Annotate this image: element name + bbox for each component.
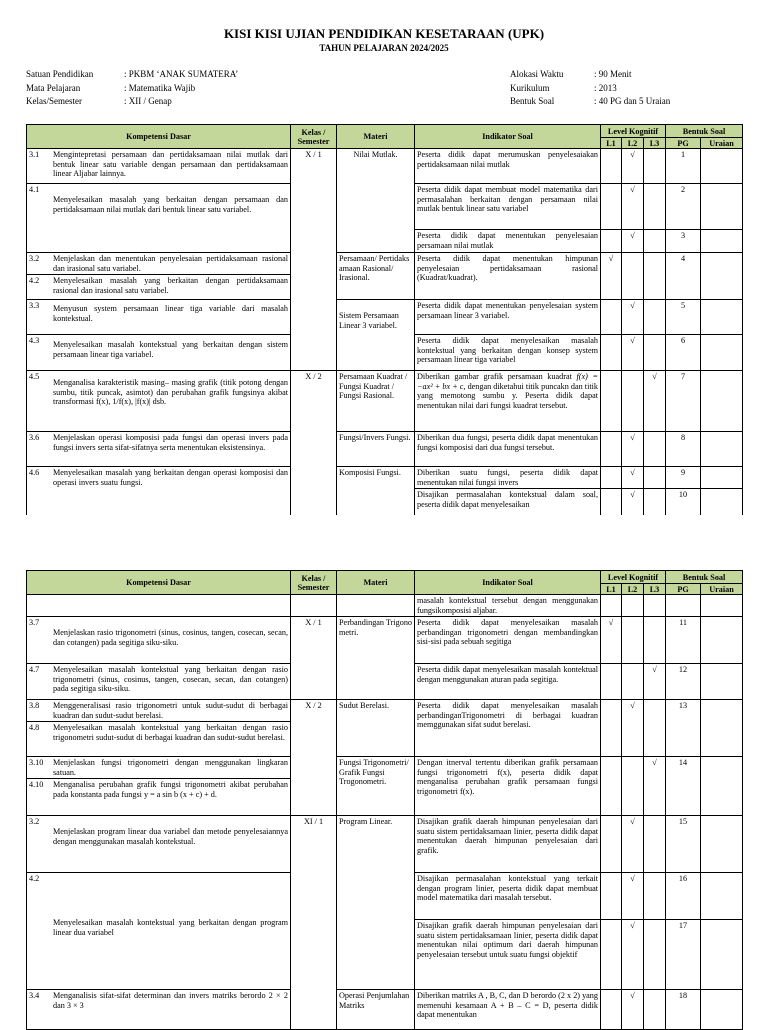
l1-cell: √ xyxy=(601,253,622,300)
l1-cell xyxy=(601,873,622,920)
l2-cell: √ xyxy=(622,230,644,253)
kd-text: Menganalisis sifat-sifat determinan dan invers matriks berordo 2 × 2 dan 3 × 3 xyxy=(53,991,288,1010)
table-row xyxy=(27,700,743,757)
kd-cell xyxy=(27,149,291,184)
materi-cell: Fungsi Trigonometri/ Grafik Fungsi Trogonometri. xyxy=(337,757,415,816)
kd-text: Menjelaskan rasio trigonometri (sinus, cosinus, tangen, cosecan, secan, dan cotangen) pada segitiga siku-siku. xyxy=(53,628,288,647)
l2-cell: √ xyxy=(622,920,644,990)
table-row xyxy=(27,371,743,432)
pg-cell: 1 xyxy=(666,149,701,184)
l1-cell xyxy=(601,595,622,617)
kd-text: Menyelesaikan masalah yang berkaitan dengan operasi komposisi dan operasi invers suatu fungsi. xyxy=(53,468,288,487)
indikator-cell: Diberikan matriks A , B, C, dan D berordo (2 x 2) yang memenuhi kesamaan A + B – C = D, peserta didik dapat menentukan xyxy=(415,990,601,1030)
header-pg: PG xyxy=(666,138,701,149)
materi-cell: Nilai Mutlak. xyxy=(337,149,415,253)
indikator-cell: Peserta didik dapat menyelesaikan masalah perbandingan trigonometri dengan membandingkan sisi-sisi pada sebuah segitiga xyxy=(415,617,601,664)
materi-cell: Program Linear. xyxy=(337,816,415,990)
kd-cell xyxy=(27,700,291,757)
l3-cell xyxy=(644,816,666,873)
l1-cell xyxy=(601,757,622,816)
uraian-cell xyxy=(701,873,743,920)
l3-cell xyxy=(644,873,666,920)
kd-cell xyxy=(27,816,291,873)
table-row xyxy=(27,595,743,617)
header-pg: PG xyxy=(666,584,701,595)
header-kd: Kompetensi Dasar xyxy=(27,125,291,149)
l3-cell: √ xyxy=(644,371,666,432)
header-indikator: Indikator Soal xyxy=(415,571,601,595)
kd-number: 4.8 xyxy=(29,723,40,733)
indikator-cell: Disajikan permasalahan kontekstual dalam soal, peserta didik dapat menyelesaikan xyxy=(415,489,601,549)
meta-label: Kelas/Semester xyxy=(26,96,82,106)
uraian-cell xyxy=(701,371,743,432)
pg-cell: 4 xyxy=(666,253,701,300)
l3-cell xyxy=(644,149,666,184)
uraian-cell xyxy=(701,230,743,253)
kd-text: Menyelesaikan masalah kontekstual yang berkaitan dengan sistem persamaan linear tiga variabel. xyxy=(53,340,288,359)
meta-label: Kurikulum xyxy=(510,82,550,93)
kelas-cell: X / 1 xyxy=(291,149,337,371)
uraian-cell xyxy=(701,595,743,617)
l2-cell: √ xyxy=(622,467,644,489)
document-title: KISI KISI UJIAN PENDIDIKAN KESETARAAN (UPK) xyxy=(223,26,545,41)
l3-cell xyxy=(644,230,666,253)
materi-cell: Perbandingan Trigono metri. xyxy=(337,617,415,700)
table-row xyxy=(27,253,743,300)
l3-cell xyxy=(644,617,666,664)
uraian-cell xyxy=(701,432,743,467)
pg-cell: 15 xyxy=(666,816,701,873)
pg-cell: 16 xyxy=(666,873,701,920)
materi-cell xyxy=(337,595,415,617)
indikator-cell: Dengan itnerval tertentu diberikan grafik persamaan fungsi trigonometri f(x), peserta didik dapat menganalisa perubahan grafik persamaan fungsi trigonometri f(x). xyxy=(415,757,601,816)
l3-cell xyxy=(644,432,666,467)
l1-cell xyxy=(601,664,622,700)
indikator-cell: Peserta didik dapat menentukan penyelesaian system persamaan linear 3 variabel. xyxy=(415,300,601,335)
kd-text: Menjelaskan dan menentukan penyelesaian pertidaksamaan rasional dan irasional satu variabel. xyxy=(53,254,288,273)
kd-text: Menjelaskan program linear dua variabel dan metode penyelesaiannya dengan menggunakan masalah kontekstual. xyxy=(53,827,288,846)
l1-cell: √ xyxy=(601,617,622,664)
header-l2: L2 xyxy=(622,138,644,149)
indikator-text: dengan diketahui titik puncakn dan titik yang memotong sumbu y. Peserta didik dapat menentukan nilai dari fungsi kuadrat tersebut. xyxy=(417,381,598,410)
pg-cell: 17 xyxy=(666,920,701,990)
materi-cell: Persamaan/ Pertidaks amaan Rasional/ Irasional. xyxy=(337,253,415,300)
l3-cell xyxy=(644,595,666,617)
header-kd: Kompetensi Dasar xyxy=(27,571,291,595)
kd-text: Mengintepretasi persamaan dan pertidaksamaan nilai mutlak dari bentuk linear satu variable dengan persamaan dan pertidaksamaan linear Aljabar lainnya. xyxy=(53,150,288,179)
pg-cell: 13 xyxy=(666,700,701,757)
meta-label: Satuan Pendidikan xyxy=(26,69,94,79)
l1-cell xyxy=(601,335,622,371)
l1-cell xyxy=(601,230,622,253)
kelas-cell: X / 1 xyxy=(291,617,337,700)
header-indikator: Indikator Soal xyxy=(415,125,601,149)
kd-text: Menyelesaikan masalah kontekstual yang berkaitan dengan rasio trigonometri (sinus, cosinus, tangen, cosecan, secan, dan cotangen) pada segitiga siku-siku. xyxy=(53,665,288,694)
indikator-cell: Peserta didik dapat menyelesaikan masalah perbandinganTrigonometri di berbagai kuadran memggunakan sifat sudut berelasi. xyxy=(415,700,601,757)
pg-cell: 7 xyxy=(666,371,701,432)
kd-number: 3.1 xyxy=(29,150,40,159)
uraian-cell xyxy=(701,757,743,816)
l1-cell xyxy=(601,816,622,873)
meta-value: : Matematika Wajib xyxy=(124,82,196,93)
uraian-cell xyxy=(701,700,743,757)
kd-cell xyxy=(27,617,291,664)
l3-cell xyxy=(644,700,666,757)
kd-text: Menjelaskan operasi komposisi pada fungsi dan operasi invers pada fungsi invers serta sifat-sifatnya serta menentukan eksistensinya. xyxy=(53,433,288,452)
uraian-cell xyxy=(701,816,743,873)
meta-label: Alokasi Waktu xyxy=(510,69,564,79)
pg-cell: 11 xyxy=(666,617,701,664)
uraian-cell xyxy=(701,184,743,230)
pg-cell: 3 xyxy=(666,230,701,253)
kd-number: 3.10 xyxy=(29,758,44,768)
kd-number: 4.1 xyxy=(29,185,40,194)
header-l1: L1 xyxy=(601,138,622,149)
materi-text: Sistem Persamaan Linear 3 variabel. xyxy=(339,311,399,330)
kd-text: Menganalisa karakteristik masing– masing grafik (titik potong dengan sumbu, titik puncak, asimtot) dan perubahan grafik fungsinya akibat transformasi f(x), 1/f(x), |f(x)| dsb. xyxy=(53,378,288,407)
kd-number: 3.2 xyxy=(29,817,40,827)
kd-number: 3.4 xyxy=(29,991,40,1001)
kd-number: 4.6 xyxy=(29,468,40,477)
l2-cell: √ xyxy=(622,700,644,757)
table-row xyxy=(27,300,743,335)
pg-cell: 14 xyxy=(666,757,701,816)
header-l1: L1 xyxy=(601,584,622,595)
kd-cell xyxy=(27,184,291,253)
indikator-cell: Peserta didik dapat merumuskan penyelesaiakan pertidaksamaan nilai mutlak xyxy=(415,149,601,184)
indikator-cell: Peserta didik dapat membuat model matematika dari permasalahan berkaitan dengan persamaan nilai mutlak bentuk linear satu variabel xyxy=(415,184,601,230)
l3-cell xyxy=(644,467,666,489)
header-level: Level Kognitif xyxy=(601,571,666,584)
kd-text: Menyelesaikan masalah kontekstual yang berkaitan dengan rasio trigonometri sudut-sudut di berbagai kuadran dan sudut-sudut berelasi. xyxy=(53,723,288,742)
kelas-cell: X / 2 xyxy=(291,371,337,549)
uraian-cell xyxy=(701,149,743,184)
kd-text: Menjelaskan fungsi trigonometri dengan menggunakan lingkaran satuan. xyxy=(53,758,288,777)
uraian-cell xyxy=(701,300,743,335)
l2-cell: √ xyxy=(622,873,644,920)
l2-cell xyxy=(622,757,644,816)
l2-cell: √ xyxy=(622,184,644,230)
l2-cell: √ xyxy=(622,335,644,371)
kd-number: 3.8 xyxy=(29,701,40,711)
kd-cell xyxy=(27,595,291,617)
header-materi: Materi xyxy=(337,571,415,595)
materi-cell: Operasi Penjumlahan Matriks xyxy=(337,990,415,1030)
l2-cell: √ xyxy=(622,149,644,184)
kd-number: 4.7 xyxy=(29,665,40,675)
materi-cell: Komposisi Fungsi. xyxy=(337,467,415,549)
kd-number: 3.2 xyxy=(29,254,40,263)
kd-text: Menyelesaikan masalah yang berkaitan dengan persamaan dan pertidaksamaan nilai mutlak dari bentuk linear satu variabel. xyxy=(53,195,288,214)
indikator-cell: Disajikan permasalahan kontekstual yang terkait dengan program linier, peserta didik dapat membuat model matematika dari masalah tersebut. xyxy=(415,873,601,920)
kelas-cell: X / 2 xyxy=(291,700,337,816)
indikator-cell: Peserta didik dapat menyelesaikan masalah kontektual dengan menggunakan aturan pada segitiga. xyxy=(415,664,601,700)
kelas-cell: XI / 1 xyxy=(291,816,337,1030)
l2-cell: √ xyxy=(622,990,644,1030)
kd-number: 4.3 xyxy=(29,336,40,345)
header-bentuk: Bentuk Soal xyxy=(666,125,743,138)
kd-number: 4.5 xyxy=(29,372,40,381)
meta-value: : 2013 xyxy=(594,82,617,93)
l2-cell: √ xyxy=(622,816,644,873)
pg-cell xyxy=(666,595,701,617)
math-formula: f(x) = −ax² + bx + c, xyxy=(417,372,599,391)
l1-cell xyxy=(601,700,622,757)
document-subtitle: TAHUN PELAJARAN 2024/2025 xyxy=(319,43,449,53)
table-row xyxy=(27,149,743,184)
table-row xyxy=(27,816,743,873)
l1-cell xyxy=(601,371,622,432)
l3-cell xyxy=(644,920,666,990)
kelas-cell xyxy=(291,595,337,617)
l2-cell: √ xyxy=(622,489,644,549)
meta-value: : 90 Menit xyxy=(594,69,632,79)
l2-cell xyxy=(622,617,644,664)
kd-cell xyxy=(27,432,291,467)
header-l2: L2 xyxy=(622,584,644,595)
header-kelas: Kelas / Semester xyxy=(291,571,337,595)
kisi-table-2 xyxy=(26,570,743,1030)
kd-number: 3.3 xyxy=(29,301,40,310)
l1-cell xyxy=(601,467,622,489)
l2-cell xyxy=(622,253,644,300)
meta-value: : XII / Genap xyxy=(124,96,172,106)
header-uraian: Uraian xyxy=(701,584,743,595)
kd-number: 3.6 xyxy=(29,433,40,442)
l3-cell xyxy=(644,300,666,335)
kd-cell xyxy=(27,335,291,371)
materi-cell: Persamaan Kuadrat / Fungsi Kuadrat / Fungsi Rasional. xyxy=(337,371,415,432)
kd-number: 4.2 xyxy=(29,874,40,884)
kd-cell xyxy=(27,300,291,335)
uraian-cell xyxy=(701,335,743,371)
meta-value: : 40 PG dan 5 Uraian xyxy=(594,96,671,106)
materi-cell xyxy=(337,300,415,371)
pg-cell: 18 xyxy=(666,990,701,1030)
header-kelas: Kelas / Semester xyxy=(291,125,337,149)
pg-cell: 8 xyxy=(666,432,701,467)
l3-cell: √ xyxy=(644,757,666,816)
indikator-cell: Diberikan suatu fungsi, peserta didik dapat menentukan nilai fungsi invers xyxy=(415,467,601,489)
materi-cell: Fungsi/Invers Fungsi. xyxy=(337,432,415,467)
header-materi: Materi xyxy=(337,125,415,149)
table-row xyxy=(27,467,743,489)
indikator-cell: masalah kontekstual tersebut dengan menggunakan fungsikomposisi aljabar. xyxy=(415,595,601,617)
pg-cell: 2 xyxy=(666,184,701,230)
pg-cell: 12 xyxy=(666,664,701,700)
kd-cell xyxy=(27,664,291,700)
l1-cell xyxy=(601,920,622,990)
kd-cell xyxy=(27,873,291,990)
l3-cell xyxy=(644,335,666,371)
l1-cell xyxy=(601,184,622,230)
indikator-cell: Peserta didik dapat menentukan penyelesaian persamaan nilai mutlak xyxy=(415,230,601,253)
indikator-cell: Diberikan dua fungsi, peserta didik dapat menentukan fungsi komposisi dari dua fungsi tersebut. xyxy=(415,432,601,467)
kd-number: 3.7 xyxy=(29,618,40,628)
pg-cell: 5 xyxy=(666,300,701,335)
kisi-table-1 xyxy=(26,124,743,549)
l2-cell: √ xyxy=(622,432,644,467)
header-level: Level Kognitif xyxy=(601,125,666,138)
materi-cell: Sudut Berelasi. xyxy=(337,700,415,757)
kd-text: Menyelesaikan masalah yang berkaitan dengan pertidaksamaan rasional dan irasional satu variabel. xyxy=(53,276,288,295)
table-row xyxy=(27,757,743,816)
l3-cell xyxy=(644,184,666,230)
pg-cell: 10 xyxy=(666,489,701,549)
pg-cell: 9 xyxy=(666,467,701,489)
l2-cell xyxy=(622,595,644,617)
indikator-cell: Disajikan grafik daerah himpunan penyelesaian dari suatu sistem pertidaksamaan linier, peserta didik dapat menentukan nilai optimum dari daerah himpunan penyelesaian tersebut untuk suatu fungsi objektif xyxy=(415,920,601,990)
kd-text: Menyelesaikan masalah kontekstual yang berkaitan dengan program linear dua variabel xyxy=(53,918,288,937)
meta-label: Mata Pelajaran xyxy=(26,82,81,93)
kd-cell xyxy=(27,253,291,300)
page-break xyxy=(0,515,768,571)
l3-cell xyxy=(644,253,666,300)
table-row xyxy=(27,432,743,467)
l2-cell xyxy=(622,664,644,700)
indikator-cell: Disajikan grafik daerah himpunan penyelesaian dari suatu sistem pertidaksamaan linier, peserta didik dapat menentukan daerah himpunan penyelesaian dari grafik. xyxy=(415,816,601,873)
header-l3: L3 xyxy=(644,584,666,595)
kd-text: Menganalisa perubahan grafik fungsi trigonometri akibat perubahan pada konstanta pada fungsi y = a sin b (x + c) + d. xyxy=(53,780,288,799)
kd-number: 4.2 xyxy=(29,276,40,286)
indikator-cell: Peserta didik dapat menyelesaikan masalah kontekstual yang berkaitan dengan konsep system persamaan linear tiga variabel xyxy=(415,335,601,371)
l2-cell: √ xyxy=(622,300,644,335)
header-l3: L3 xyxy=(644,138,666,149)
kd-cell xyxy=(27,371,291,432)
kd-text: Menyusun system persamaan linear tiga variable dari masalah kontekstual. xyxy=(53,304,288,323)
meta-left xyxy=(26,68,238,109)
uraian-cell xyxy=(701,617,743,664)
kd-text: Menggeneralisasi rasio trigonometri untuk sudut-sudut di berbagai kuadran dan sudut-sudut berelasi. xyxy=(53,701,288,720)
header-bentuk: Bentuk Soal xyxy=(666,571,743,584)
uraian-cell xyxy=(701,664,743,700)
l1-cell xyxy=(601,300,622,335)
indikator-cell xyxy=(415,371,601,432)
indikator-text: Diberikan gambar grafik persamaan kuadrat xyxy=(417,372,572,381)
kd-number: 4.10 xyxy=(29,780,44,790)
uraian-cell xyxy=(701,467,743,489)
uraian-cell xyxy=(701,253,743,300)
pg-cell: 6 xyxy=(666,335,701,371)
l3-cell: √ xyxy=(644,664,666,700)
kd-cell xyxy=(27,757,291,816)
table-row xyxy=(27,617,743,664)
meta-label: Bentuk Soal xyxy=(510,96,555,106)
indikator-cell: Peserta didik dapat menentukan himpunan penyelesaian pertidaksamaan rasional (Kuadrat/kuadrat). xyxy=(415,253,601,300)
l1-cell xyxy=(601,149,622,184)
meta-value: : PKBM ‘ANAK SUMATERA’ xyxy=(124,69,239,79)
l2-cell xyxy=(622,371,644,432)
l1-cell xyxy=(601,432,622,467)
uraian-cell xyxy=(701,920,743,990)
header-uraian: Uraian xyxy=(701,138,743,149)
meta-right xyxy=(510,68,670,109)
